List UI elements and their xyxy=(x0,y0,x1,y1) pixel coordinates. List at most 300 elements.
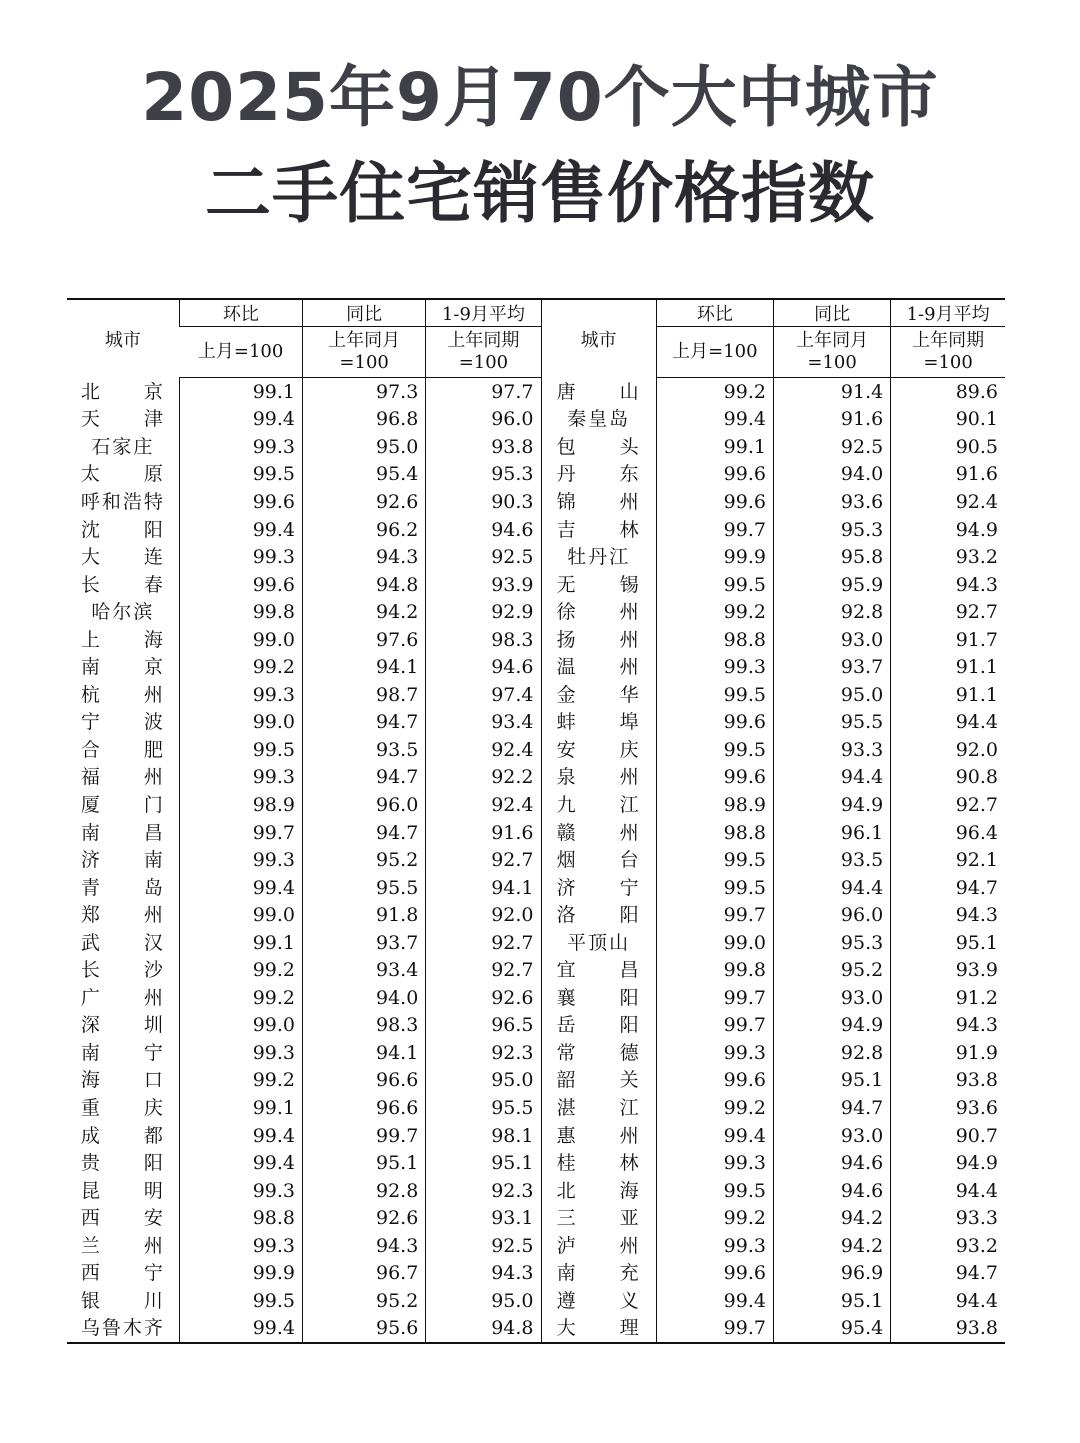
table-row xyxy=(67,406,1005,434)
left-city-cell: 厦 门 xyxy=(80,793,165,816)
left-mom-cell: 99.2 xyxy=(179,956,302,984)
right-city-cell: 惠 州 xyxy=(541,1122,656,1150)
left-city-cell: 南 昌 xyxy=(80,821,165,844)
right-mom-cell: 99.6 xyxy=(656,1260,773,1288)
left-city-cell: 银 川 xyxy=(80,1289,165,1312)
table-row xyxy=(67,543,1005,571)
left-city-cell: 石家庄 xyxy=(91,435,155,458)
left-avg-cell: 91.6 xyxy=(426,819,541,847)
left-yoy-cell: 95.4 xyxy=(303,461,426,489)
table-row xyxy=(67,598,1005,626)
left-mom-cell: 99.0 xyxy=(179,901,302,929)
left-city-cell: 南 京 xyxy=(80,656,165,679)
right-city-cell: 温 州 xyxy=(541,653,656,681)
table-row xyxy=(67,1067,1005,1095)
left-city-cell: 西 安 xyxy=(80,1207,165,1230)
table-row xyxy=(67,653,1005,681)
left-avg-cell: 94.1 xyxy=(426,874,541,902)
left-yoy-cell: 96.0 xyxy=(303,791,426,819)
left-avg-cell: 92.4 xyxy=(426,791,541,819)
left-mom-cell: 99.3 xyxy=(179,1039,302,1067)
table-row xyxy=(67,1039,1005,1067)
table-row xyxy=(67,1177,1005,1205)
left-mom-cell: 99.5 xyxy=(179,736,302,764)
right-mom-cell: 98.8 xyxy=(656,819,773,847)
left-avg-cell: 95.1 xyxy=(426,1149,541,1177)
left-yoy-cell: 94.2 xyxy=(303,598,426,626)
left-avg-cell: 93.8 xyxy=(426,433,541,461)
left-avg-cell: 93.9 xyxy=(426,571,541,599)
left-mom-cell: 99.3 xyxy=(179,543,302,571)
right-avg-cell: 89.6 xyxy=(891,378,1005,406)
right-mom-cell: 99.2 xyxy=(656,1204,773,1232)
right-avg-cell: 92.7 xyxy=(891,598,1005,626)
left-yoy-cell: 92.6 xyxy=(303,488,426,516)
left-yoy-cell: 96.8 xyxy=(303,406,426,434)
left-yoy-cell: 96.6 xyxy=(303,1094,426,1122)
right-avg-cell: 90.7 xyxy=(891,1122,1005,1150)
left-city-cell: 青 岛 xyxy=(80,876,165,899)
left-mom-cell: 99.7 xyxy=(179,819,302,847)
left-city-cell: 广 州 xyxy=(80,986,165,1009)
right-yoy-cell: 93.7 xyxy=(773,653,890,681)
left-mom-cell: 99.6 xyxy=(179,571,302,599)
table-row xyxy=(67,901,1005,929)
right-yoy-cell: 94.7 xyxy=(773,1094,890,1122)
left-avg-cell: 92.5 xyxy=(426,1232,541,1260)
table-row xyxy=(67,1287,1005,1315)
left-city-cell: 哈尔滨 xyxy=(91,601,155,624)
right-yoy-cell: 94.6 xyxy=(773,1149,890,1177)
header-avg-right: 1-9月平均 xyxy=(891,299,1005,327)
left-mom-cell: 99.1 xyxy=(179,929,302,957)
right-yoy-cell: 91.6 xyxy=(773,406,890,434)
table-row xyxy=(67,1315,1005,1344)
right-city-cell: 常 德 xyxy=(541,1039,656,1067)
left-avg-cell: 94.3 xyxy=(426,1260,541,1288)
left-yoy-cell: 94.8 xyxy=(303,571,426,599)
right-avg-cell: 91.6 xyxy=(891,461,1005,489)
right-mom-cell: 99.5 xyxy=(656,1177,773,1205)
right-mom-cell: 99.3 xyxy=(656,1232,773,1260)
left-city-cell: 长 沙 xyxy=(80,959,165,982)
left-mom-cell: 98.8 xyxy=(179,1204,302,1232)
left-city-cell: 呼和浩特 xyxy=(80,490,165,513)
right-city-cell: 金 华 xyxy=(541,681,656,709)
left-mom-cell: 99.2 xyxy=(179,653,302,681)
right-mom-cell: 99.2 xyxy=(656,598,773,626)
right-avg-cell: 94.4 xyxy=(891,1177,1005,1205)
table-row xyxy=(67,461,1005,489)
right-yoy-cell: 92.5 xyxy=(773,433,890,461)
left-avg-cell: 92.4 xyxy=(426,736,541,764)
left-city-cell: 杭 州 xyxy=(80,683,165,706)
table-row xyxy=(67,1204,1005,1232)
left-yoy-cell: 96.7 xyxy=(303,1260,426,1288)
right-mom-cell: 99.2 xyxy=(656,1094,773,1122)
left-yoy-cell: 97.3 xyxy=(303,378,426,406)
left-city-cell: 郑 州 xyxy=(80,904,165,927)
left-mom-cell: 98.9 xyxy=(179,791,302,819)
left-avg-cell: 92.3 xyxy=(426,1039,541,1067)
left-mom-cell: 99.8 xyxy=(179,598,302,626)
right-avg-cell: 94.7 xyxy=(891,874,1005,902)
right-yoy-cell: 94.4 xyxy=(773,874,890,902)
right-city-cell: 泉 州 xyxy=(541,764,656,792)
right-yoy-cell: 95.3 xyxy=(773,516,890,544)
table-row xyxy=(67,488,1005,516)
table-row xyxy=(67,626,1005,654)
right-avg-cell: 92.1 xyxy=(891,846,1005,874)
right-yoy-cell: 95.5 xyxy=(773,709,890,737)
left-yoy-cell: 91.8 xyxy=(303,901,426,929)
table-row xyxy=(67,736,1005,764)
left-yoy-cell: 94.7 xyxy=(303,819,426,847)
header-city: 城市 xyxy=(67,299,179,378)
left-avg-cell: 98.3 xyxy=(426,626,541,654)
right-city-cell: 丹 东 xyxy=(541,461,656,489)
right-mom-cell: 99.7 xyxy=(656,516,773,544)
left-mom-cell: 99.3 xyxy=(179,764,302,792)
header-yoy-base: 上年同月 =100 xyxy=(303,327,426,378)
left-yoy-cell: 93.7 xyxy=(303,929,426,957)
left-avg-cell: 95.3 xyxy=(426,461,541,489)
page-title-line-1: 2025年9月70个大中城市 xyxy=(141,59,939,136)
left-city-cell: 成 都 xyxy=(80,1124,165,1147)
right-avg-cell: 92.7 xyxy=(891,791,1005,819)
right-yoy-cell: 94.6 xyxy=(773,1177,890,1205)
right-mom-cell: 99.5 xyxy=(656,736,773,764)
table-row xyxy=(67,874,1005,902)
left-yoy-cell: 94.0 xyxy=(303,984,426,1012)
right-yoy-cell: 95.8 xyxy=(773,543,890,571)
right-yoy-cell: 93.0 xyxy=(773,1122,890,1150)
left-avg-cell: 94.6 xyxy=(426,516,541,544)
right-mom-cell: 99.6 xyxy=(656,488,773,516)
right-mom-cell: 99.5 xyxy=(656,874,773,902)
right-yoy-cell: 95.4 xyxy=(773,1315,890,1344)
right-avg-cell: 91.2 xyxy=(891,984,1005,1012)
right-yoy-cell: 94.4 xyxy=(773,764,890,792)
left-mom-cell: 99.3 xyxy=(179,681,302,709)
left-city-cell: 武 汉 xyxy=(80,931,165,954)
right-mom-cell: 99.8 xyxy=(656,956,773,984)
left-avg-cell: 96.0 xyxy=(426,406,541,434)
right-yoy-cell: 93.5 xyxy=(773,846,890,874)
table-row xyxy=(67,1012,1005,1040)
left-avg-cell: 92.6 xyxy=(426,984,541,1012)
left-avg-cell: 93.1 xyxy=(426,1204,541,1232)
left-yoy-cell: 92.8 xyxy=(303,1177,426,1205)
left-yoy-cell: 92.6 xyxy=(303,1204,426,1232)
table-row xyxy=(67,433,1005,461)
left-avg-cell: 92.2 xyxy=(426,764,541,792)
right-city-cell: 唐 山 xyxy=(541,378,656,406)
left-avg-cell: 92.5 xyxy=(426,543,541,571)
left-city-cell: 济 南 xyxy=(80,849,165,872)
right-yoy-cell: 96.9 xyxy=(773,1260,890,1288)
left-yoy-cell: 94.1 xyxy=(303,653,426,681)
left-mom-cell: 99.4 xyxy=(179,406,302,434)
left-yoy-cell: 96.2 xyxy=(303,516,426,544)
left-city-cell: 重 庆 xyxy=(80,1096,165,1119)
left-mom-cell: 99.3 xyxy=(179,1177,302,1205)
right-mom-cell: 99.0 xyxy=(656,929,773,957)
right-city-cell: 岳 阳 xyxy=(541,1012,656,1040)
right-mom-cell: 99.3 xyxy=(656,1039,773,1067)
left-city-cell: 贵 阳 xyxy=(80,1152,165,1175)
right-mom-cell: 99.6 xyxy=(656,764,773,792)
right-yoy-cell: 96.0 xyxy=(773,901,890,929)
left-yoy-cell: 95.1 xyxy=(303,1149,426,1177)
right-avg-cell: 93.6 xyxy=(891,1094,1005,1122)
right-yoy-cell: 93.0 xyxy=(773,984,890,1012)
right-mom-cell: 99.4 xyxy=(656,1122,773,1150)
right-avg-cell: 94.3 xyxy=(891,571,1005,599)
header-avg: 1-9月平均 xyxy=(426,299,541,327)
right-mom-cell: 99.5 xyxy=(656,571,773,599)
right-city-cell: 烟 台 xyxy=(541,846,656,874)
left-avg-cell: 92.3 xyxy=(426,1177,541,1205)
table-row xyxy=(67,1094,1005,1122)
table-row xyxy=(67,929,1005,957)
table-row xyxy=(67,681,1005,709)
table-row xyxy=(67,516,1005,544)
left-yoy-cell: 94.7 xyxy=(303,709,426,737)
right-mom-cell: 99.7 xyxy=(656,1012,773,1040)
header-city-right: 城市 xyxy=(541,299,656,378)
left-city-cell: 乌鲁木齐 xyxy=(67,1315,179,1344)
left-yoy-cell: 95.2 xyxy=(303,846,426,874)
right-mom-cell: 99.4 xyxy=(656,406,773,434)
left-avg-cell: 95.0 xyxy=(426,1287,541,1315)
left-avg-cell: 92.7 xyxy=(426,929,541,957)
right-mom-cell: 99.1 xyxy=(656,433,773,461)
right-city-cell: 湛 江 xyxy=(541,1094,656,1122)
right-yoy-cell: 94.2 xyxy=(773,1204,890,1232)
header-avg-base: 上年同期 =100 xyxy=(426,327,541,378)
left-mom-cell: 99.5 xyxy=(179,1287,302,1315)
right-avg-cell: 92.0 xyxy=(891,736,1005,764)
table-row xyxy=(67,764,1005,792)
right-city-cell: 三 亚 xyxy=(541,1204,656,1232)
left-avg-cell: 92.0 xyxy=(426,901,541,929)
header-yoy: 同比 xyxy=(303,299,426,327)
left-avg-cell: 97.4 xyxy=(426,681,541,709)
left-yoy-cell: 94.3 xyxy=(303,1232,426,1260)
table-row xyxy=(67,956,1005,984)
right-avg-cell: 93.2 xyxy=(891,1232,1005,1260)
right-city-cell: 泸 州 xyxy=(541,1232,656,1260)
table-row xyxy=(67,819,1005,847)
right-city-cell: 扬 州 xyxy=(541,626,656,654)
left-city-cell: 福 州 xyxy=(80,766,165,789)
left-city-cell: 天 津 xyxy=(80,408,165,431)
right-avg-cell: 94.3 xyxy=(891,901,1005,929)
right-avg-cell: 94.7 xyxy=(891,1260,1005,1288)
right-city-cell: 牡丹江 xyxy=(541,543,656,571)
left-yoy-cell: 97.6 xyxy=(303,626,426,654)
right-city-cell: 安 庆 xyxy=(541,736,656,764)
table-row xyxy=(67,1122,1005,1150)
right-mom-cell: 99.3 xyxy=(656,653,773,681)
left-city-cell: 西 宁 xyxy=(80,1262,165,1285)
left-city-cell: 北 京 xyxy=(80,380,165,403)
left-mom-cell: 99.1 xyxy=(179,378,302,406)
left-mom-cell: 99.6 xyxy=(179,488,302,516)
left-avg-cell: 92.9 xyxy=(426,598,541,626)
right-avg-cell: 93.2 xyxy=(891,543,1005,571)
table-row xyxy=(67,571,1005,599)
right-yoy-cell: 92.8 xyxy=(773,1039,890,1067)
right-city-cell: 锦 州 xyxy=(541,488,656,516)
right-mom-cell: 99.4 xyxy=(656,1287,773,1315)
table-row xyxy=(67,378,1005,406)
left-city-cell: 南 宁 xyxy=(80,1041,165,1064)
right-avg-cell: 93.3 xyxy=(891,1204,1005,1232)
left-city-cell: 海 口 xyxy=(80,1069,165,1092)
left-mom-cell: 99.0 xyxy=(179,709,302,737)
right-avg-cell: 94.9 xyxy=(891,1149,1005,1177)
right-mom-cell: 99.7 xyxy=(656,901,773,929)
page-title-line-2: 二手住宅销售价格指数 xyxy=(205,155,875,232)
right-yoy-cell: 93.0 xyxy=(773,626,890,654)
right-avg-cell: 93.9 xyxy=(891,956,1005,984)
right-city-cell: 济 宁 xyxy=(541,874,656,902)
right-avg-cell: 94.4 xyxy=(891,1287,1005,1315)
right-mom-cell: 99.6 xyxy=(656,709,773,737)
right-avg-cell: 94.4 xyxy=(891,709,1005,737)
right-avg-cell: 92.4 xyxy=(891,488,1005,516)
left-yoy-cell: 95.6 xyxy=(303,1315,426,1344)
right-mom-cell: 99.5 xyxy=(656,846,773,874)
right-avg-cell: 96.4 xyxy=(891,819,1005,847)
right-avg-cell: 91.1 xyxy=(891,653,1005,681)
left-mom-cell: 99.4 xyxy=(179,516,302,544)
header-avg-base-right: 上年同期 =100 xyxy=(891,327,1005,378)
right-mom-cell: 99.3 xyxy=(656,1149,773,1177)
right-mom-cell: 99.7 xyxy=(656,984,773,1012)
right-avg-cell: 90.1 xyxy=(891,406,1005,434)
right-mom-cell: 99.7 xyxy=(656,1315,773,1344)
right-mom-cell: 99.9 xyxy=(656,543,773,571)
left-mom-cell: 99.2 xyxy=(179,1067,302,1095)
table-row xyxy=(67,791,1005,819)
left-avg-cell: 95.5 xyxy=(426,1094,541,1122)
right-avg-cell: 91.7 xyxy=(891,626,1005,654)
table-body xyxy=(67,378,1005,1344)
left-avg-cell: 94.6 xyxy=(426,653,541,681)
right-mom-cell: 99.2 xyxy=(656,378,773,406)
left-avg-cell: 92.7 xyxy=(426,846,541,874)
left-mom-cell: 99.4 xyxy=(179,1122,302,1150)
right-city-cell: 徐 州 xyxy=(541,598,656,626)
table-row xyxy=(67,709,1005,737)
header-mom-base: 上月=100 xyxy=(179,327,302,378)
left-mom-cell: 99.3 xyxy=(179,1232,302,1260)
left-mom-cell: 99.9 xyxy=(179,1260,302,1288)
header-mom-base-right: 上月=100 xyxy=(656,327,773,378)
left-city-cell: 沈 阳 xyxy=(80,518,165,541)
right-avg-cell: 94.9 xyxy=(891,516,1005,544)
left-avg-cell: 92.7 xyxy=(426,956,541,984)
price-index-table xyxy=(67,298,1005,1344)
right-city-cell: 平顶山 xyxy=(541,929,656,957)
left-yoy-cell: 98.3 xyxy=(303,1012,426,1040)
left-yoy-cell: 96.6 xyxy=(303,1067,426,1095)
left-avg-cell: 98.1 xyxy=(426,1122,541,1150)
left-yoy-cell: 95.2 xyxy=(303,1287,426,1315)
left-yoy-cell: 93.5 xyxy=(303,736,426,764)
right-city-cell: 大 理 xyxy=(541,1315,656,1344)
left-city-cell: 深 圳 xyxy=(80,1014,165,1037)
left-mom-cell: 99.4 xyxy=(179,874,302,902)
header-mom: 环比 xyxy=(179,299,302,327)
left-mom-cell: 99.3 xyxy=(179,433,302,461)
left-city-cell: 上 海 xyxy=(80,628,165,651)
right-yoy-cell: 95.3 xyxy=(773,929,890,957)
left-yoy-cell: 98.7 xyxy=(303,681,426,709)
right-yoy-cell: 91.4 xyxy=(773,378,890,406)
right-yoy-cell: 95.0 xyxy=(773,681,890,709)
left-mom-cell: 99.1 xyxy=(179,1094,302,1122)
right-city-cell: 宜 昌 xyxy=(541,956,656,984)
right-yoy-cell: 95.1 xyxy=(773,1287,890,1315)
right-yoy-cell: 95.2 xyxy=(773,956,890,984)
left-mom-cell: 99.0 xyxy=(179,626,302,654)
table-row xyxy=(67,1149,1005,1177)
header-mom-right: 环比 xyxy=(656,299,773,327)
right-yoy-cell: 94.2 xyxy=(773,1232,890,1260)
right-yoy-cell: 93.6 xyxy=(773,488,890,516)
left-yoy-cell: 99.7 xyxy=(303,1122,426,1150)
right-city-cell: 吉 林 xyxy=(541,516,656,544)
header-yoy-right: 同比 xyxy=(773,299,890,327)
right-yoy-cell: 94.9 xyxy=(773,791,890,819)
left-mom-cell: 99.0 xyxy=(179,1012,302,1040)
right-avg-cell: 93.8 xyxy=(891,1315,1005,1344)
right-city-cell: 九 江 xyxy=(541,791,656,819)
left-city-cell: 昆 明 xyxy=(80,1179,165,1202)
right-avg-cell: 91.1 xyxy=(891,681,1005,709)
right-city-cell: 韶 关 xyxy=(541,1067,656,1095)
table-row xyxy=(67,984,1005,1012)
left-mom-cell: 99.3 xyxy=(179,846,302,874)
right-yoy-cell: 95.9 xyxy=(773,571,890,599)
right-city-cell: 包 头 xyxy=(541,433,656,461)
right-mom-cell: 98.8 xyxy=(656,626,773,654)
right-yoy-cell: 92.8 xyxy=(773,598,890,626)
left-yoy-cell: 94.7 xyxy=(303,764,426,792)
right-avg-cell: 90.5 xyxy=(891,433,1005,461)
left-yoy-cell: 93.4 xyxy=(303,956,426,984)
right-yoy-cell: 93.3 xyxy=(773,736,890,764)
left-mom-cell: 99.2 xyxy=(179,984,302,1012)
left-avg-cell: 97.7 xyxy=(426,378,541,406)
right-avg-cell: 91.9 xyxy=(891,1039,1005,1067)
right-mom-cell: 99.6 xyxy=(656,1067,773,1095)
right-city-cell: 秦皇岛 xyxy=(541,406,656,434)
right-yoy-cell: 94.0 xyxy=(773,461,890,489)
left-city-cell: 长 春 xyxy=(80,573,165,596)
left-avg-cell: 95.0 xyxy=(426,1067,541,1095)
table-row xyxy=(67,846,1005,874)
right-city-cell: 无 锡 xyxy=(541,571,656,599)
right-yoy-cell: 95.1 xyxy=(773,1067,890,1095)
right-city-cell: 南 充 xyxy=(541,1260,656,1288)
left-city-cell: 大 连 xyxy=(80,546,165,569)
right-mom-cell: 99.6 xyxy=(656,461,773,489)
